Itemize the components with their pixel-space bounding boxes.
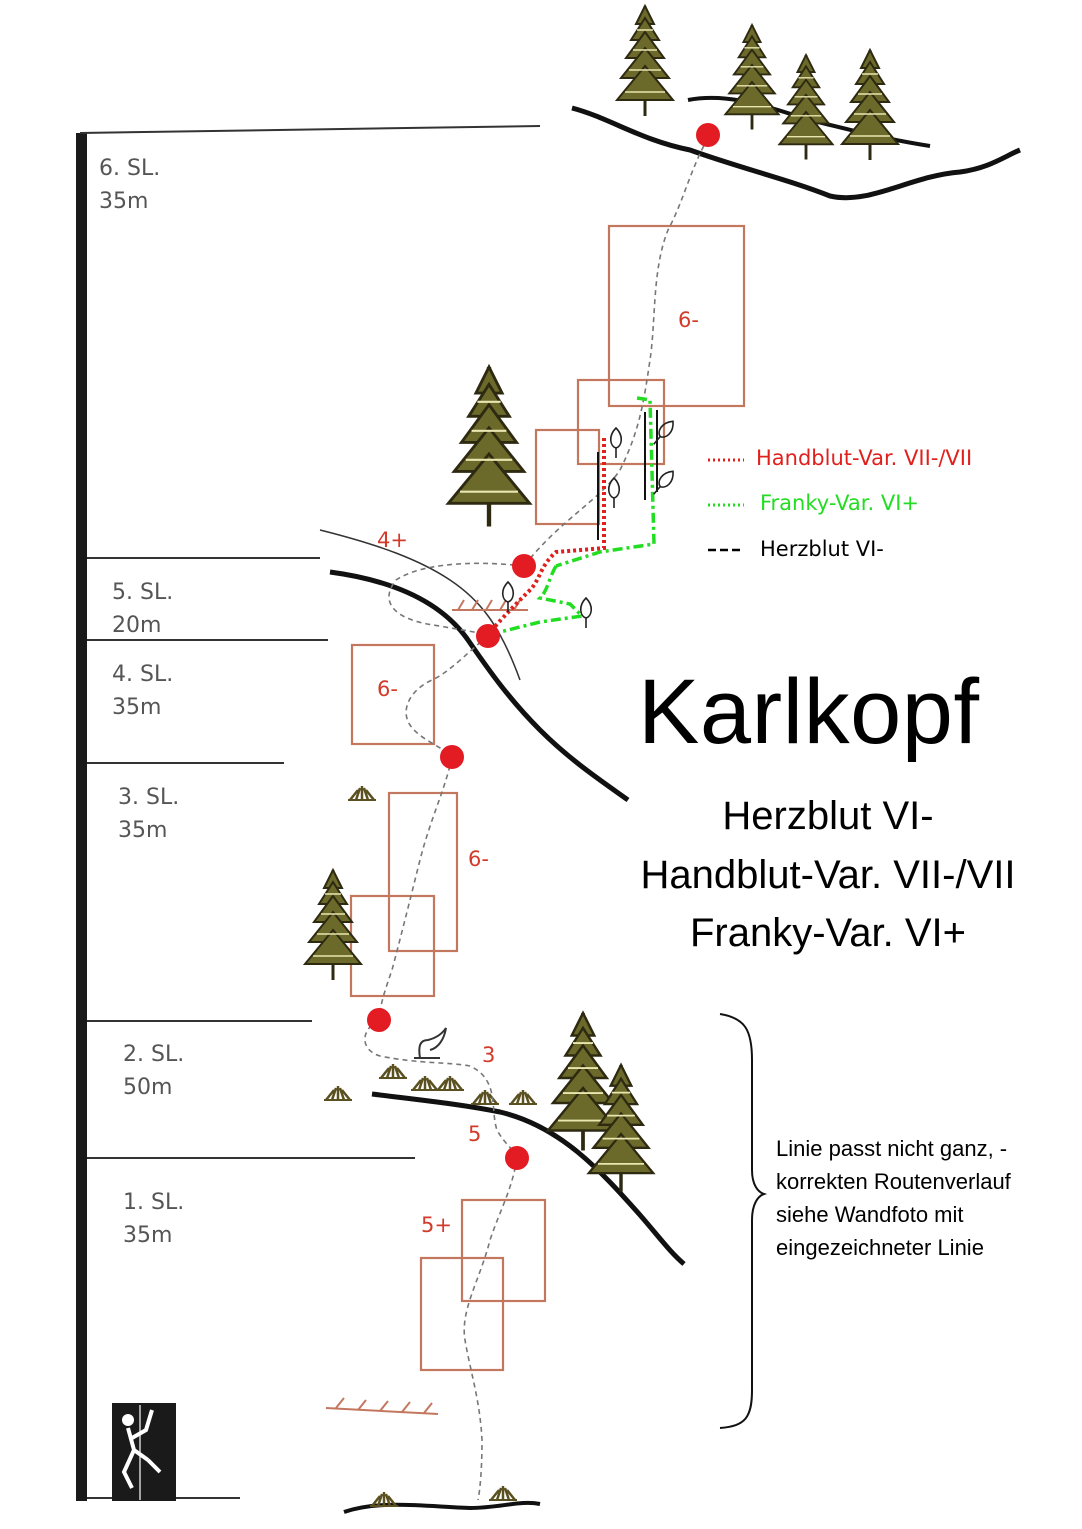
grade-label: 4+ — [377, 528, 408, 552]
grade-label: 3 — [482, 1043, 496, 1067]
belay-points — [367, 123, 720, 1170]
topo-title: Karlkopf — [638, 661, 980, 763]
grade-label: 6- — [468, 847, 489, 871]
pitch-label-1: 1. SL. 35m — [123, 1190, 185, 1248]
grass-tuft-icon — [324, 786, 537, 1506]
route-name-handblut: Handblut-Var. VII-/VII — [640, 853, 1016, 897]
pitch-label-4: 4. SL. 35m — [112, 662, 174, 720]
belay-station-icon — [414, 1028, 446, 1058]
grade-label: 5+ — [421, 1213, 452, 1237]
legend-herzblut: Herzblut VI- — [760, 537, 884, 561]
cracks — [598, 410, 657, 540]
route-name-franky: Franky-Var. VI+ — [689, 911, 966, 955]
overhang-marks — [326, 600, 528, 1414]
pitch-label-5: 5. SL. 20m — [112, 580, 174, 638]
legend-samples — [708, 460, 744, 550]
grade-label: 6- — [678, 308, 699, 332]
climber-icon — [112, 1403, 176, 1501]
pitch-label-2: 2. SL. 50m — [123, 1042, 185, 1100]
route-name-herzblut: Herzblut VI- — [722, 794, 934, 838]
grade-label: 5 — [468, 1122, 482, 1146]
route-note: Linie passt nicht ganz, - korrekten Routenverlauf siehe Wandfoto mit eingezeichneter Linie — [776, 1136, 1011, 1260]
pitch-label-6: 6. SL. 35m — [99, 156, 161, 214]
mid-ledge — [330, 572, 628, 800]
legend-franky: Franky-Var. VI+ — [760, 491, 919, 515]
pitch-label-3: 3. SL. 35m — [118, 785, 180, 843]
tree-icon — [305, 6, 898, 1192]
note-bracket — [720, 1014, 764, 1428]
grade-label: 6- — [377, 677, 398, 701]
legend-handblut: Handblut-Var. VII-/VII — [756, 446, 973, 470]
